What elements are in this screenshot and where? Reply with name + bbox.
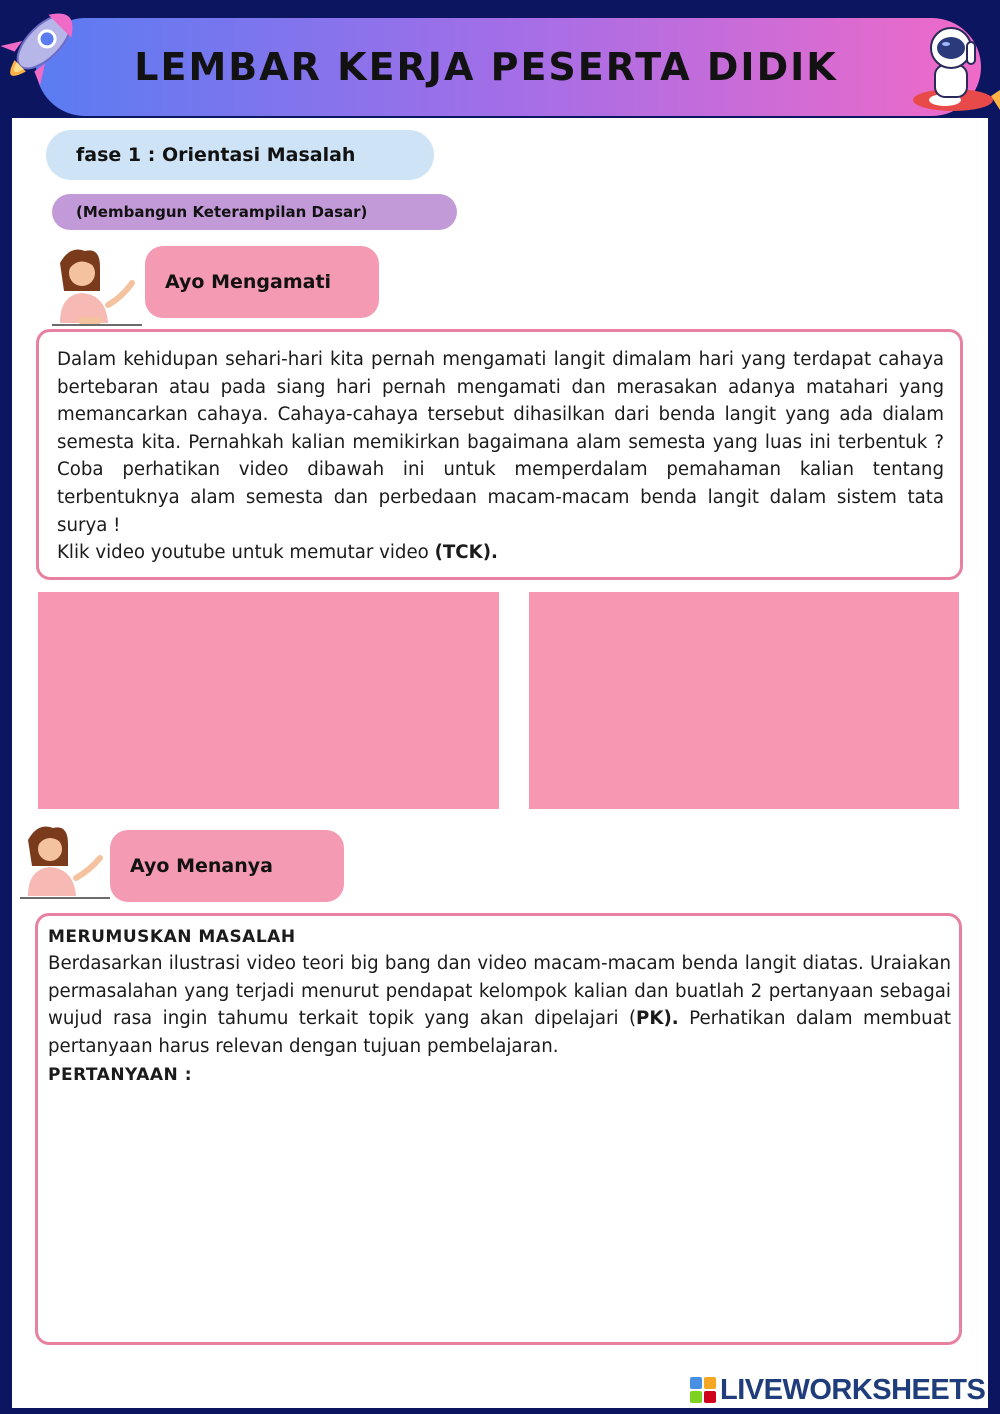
- rocket-icon: [0, 0, 80, 92]
- astronaut-on-rocket-icon: [905, 20, 1000, 115]
- observe-text-box: [36, 329, 963, 580]
- ask-paragraph-start: Berdasarkan ilustrasi video teori big bang dan video macam-macam benda langit diatas. Uraiakan permasalahan yang terjadi menurut pendapat kelompok kalian dan buatlah 2 pertanyaan sebagai wujud rasa ingin tahumu terkait topik yang akan dipelajari (: [48, 953, 951, 1030]
- ask-paragraph: [48, 950, 951, 1060]
- problem-formulation-title: MERUMUSKAN MASALAH: [48, 927, 296, 947]
- observe-heading: Ayo Mengamati: [145, 246, 379, 318]
- video-instruction-text: Klik video youtube untuk memutar video: [57, 542, 435, 564]
- video-instruction: [57, 539, 944, 567]
- page-title: LEMBAR KERJA PESERTA DIDIK: [134, 45, 838, 89]
- ask-paragraph-end: Perhatikan dalam membuat pertanyaan harus relevan dengan tujuan pembelajaran.: [48, 1008, 951, 1057]
- tck-code: (TCK).: [434, 542, 498, 564]
- video-celestial-bodies[interactable]: [529, 592, 959, 809]
- liveworksheets-logo-icon: [690, 1377, 716, 1403]
- brand-text: LIVEWORKSHEETS: [720, 1373, 986, 1406]
- questions-label: PERTANYAAN :: [48, 1065, 193, 1086]
- teacher-illustration-icon: [18, 822, 113, 902]
- video-big-bang[interactable]: [38, 592, 499, 809]
- teacher-illustration-icon: [50, 243, 145, 330]
- questions-answer-area[interactable]: [48, 1088, 951, 1308]
- phase-label: fase 1 : Orientasi Masalah: [46, 130, 434, 180]
- phase-subtitle: (Membangun Keterampilan Dasar): [52, 194, 457, 230]
- observe-paragraph: Dalam kehidupan sehari-hari kita pernah mengamati langit dimalam hari yang terdapat cahaya bertebaran atau pada siang hari pernah mengamati dan merasakan adanya matahari yang memancarkan cahaya. Cahaya-cahaya tersebut dihasilkan dari benda langit yang ada dialam semesta kita. Pernahkah kalian memikirkan bagaimana alam semesta yang luas ini terbentuk ? Coba perhatikan video dibawah ini untuk memperdalam pemahaman kalian tentang terbentuknya alam semesta dan perbedaan macam-macam benda langit dalam sistem tata surya !: [57, 349, 944, 536]
- ask-text-box: [35, 913, 962, 1345]
- pk-code: PK).: [636, 1008, 679, 1030]
- ask-heading: Ayo Menanya: [110, 830, 344, 902]
- liveworksheets-brand: [690, 1374, 985, 1406]
